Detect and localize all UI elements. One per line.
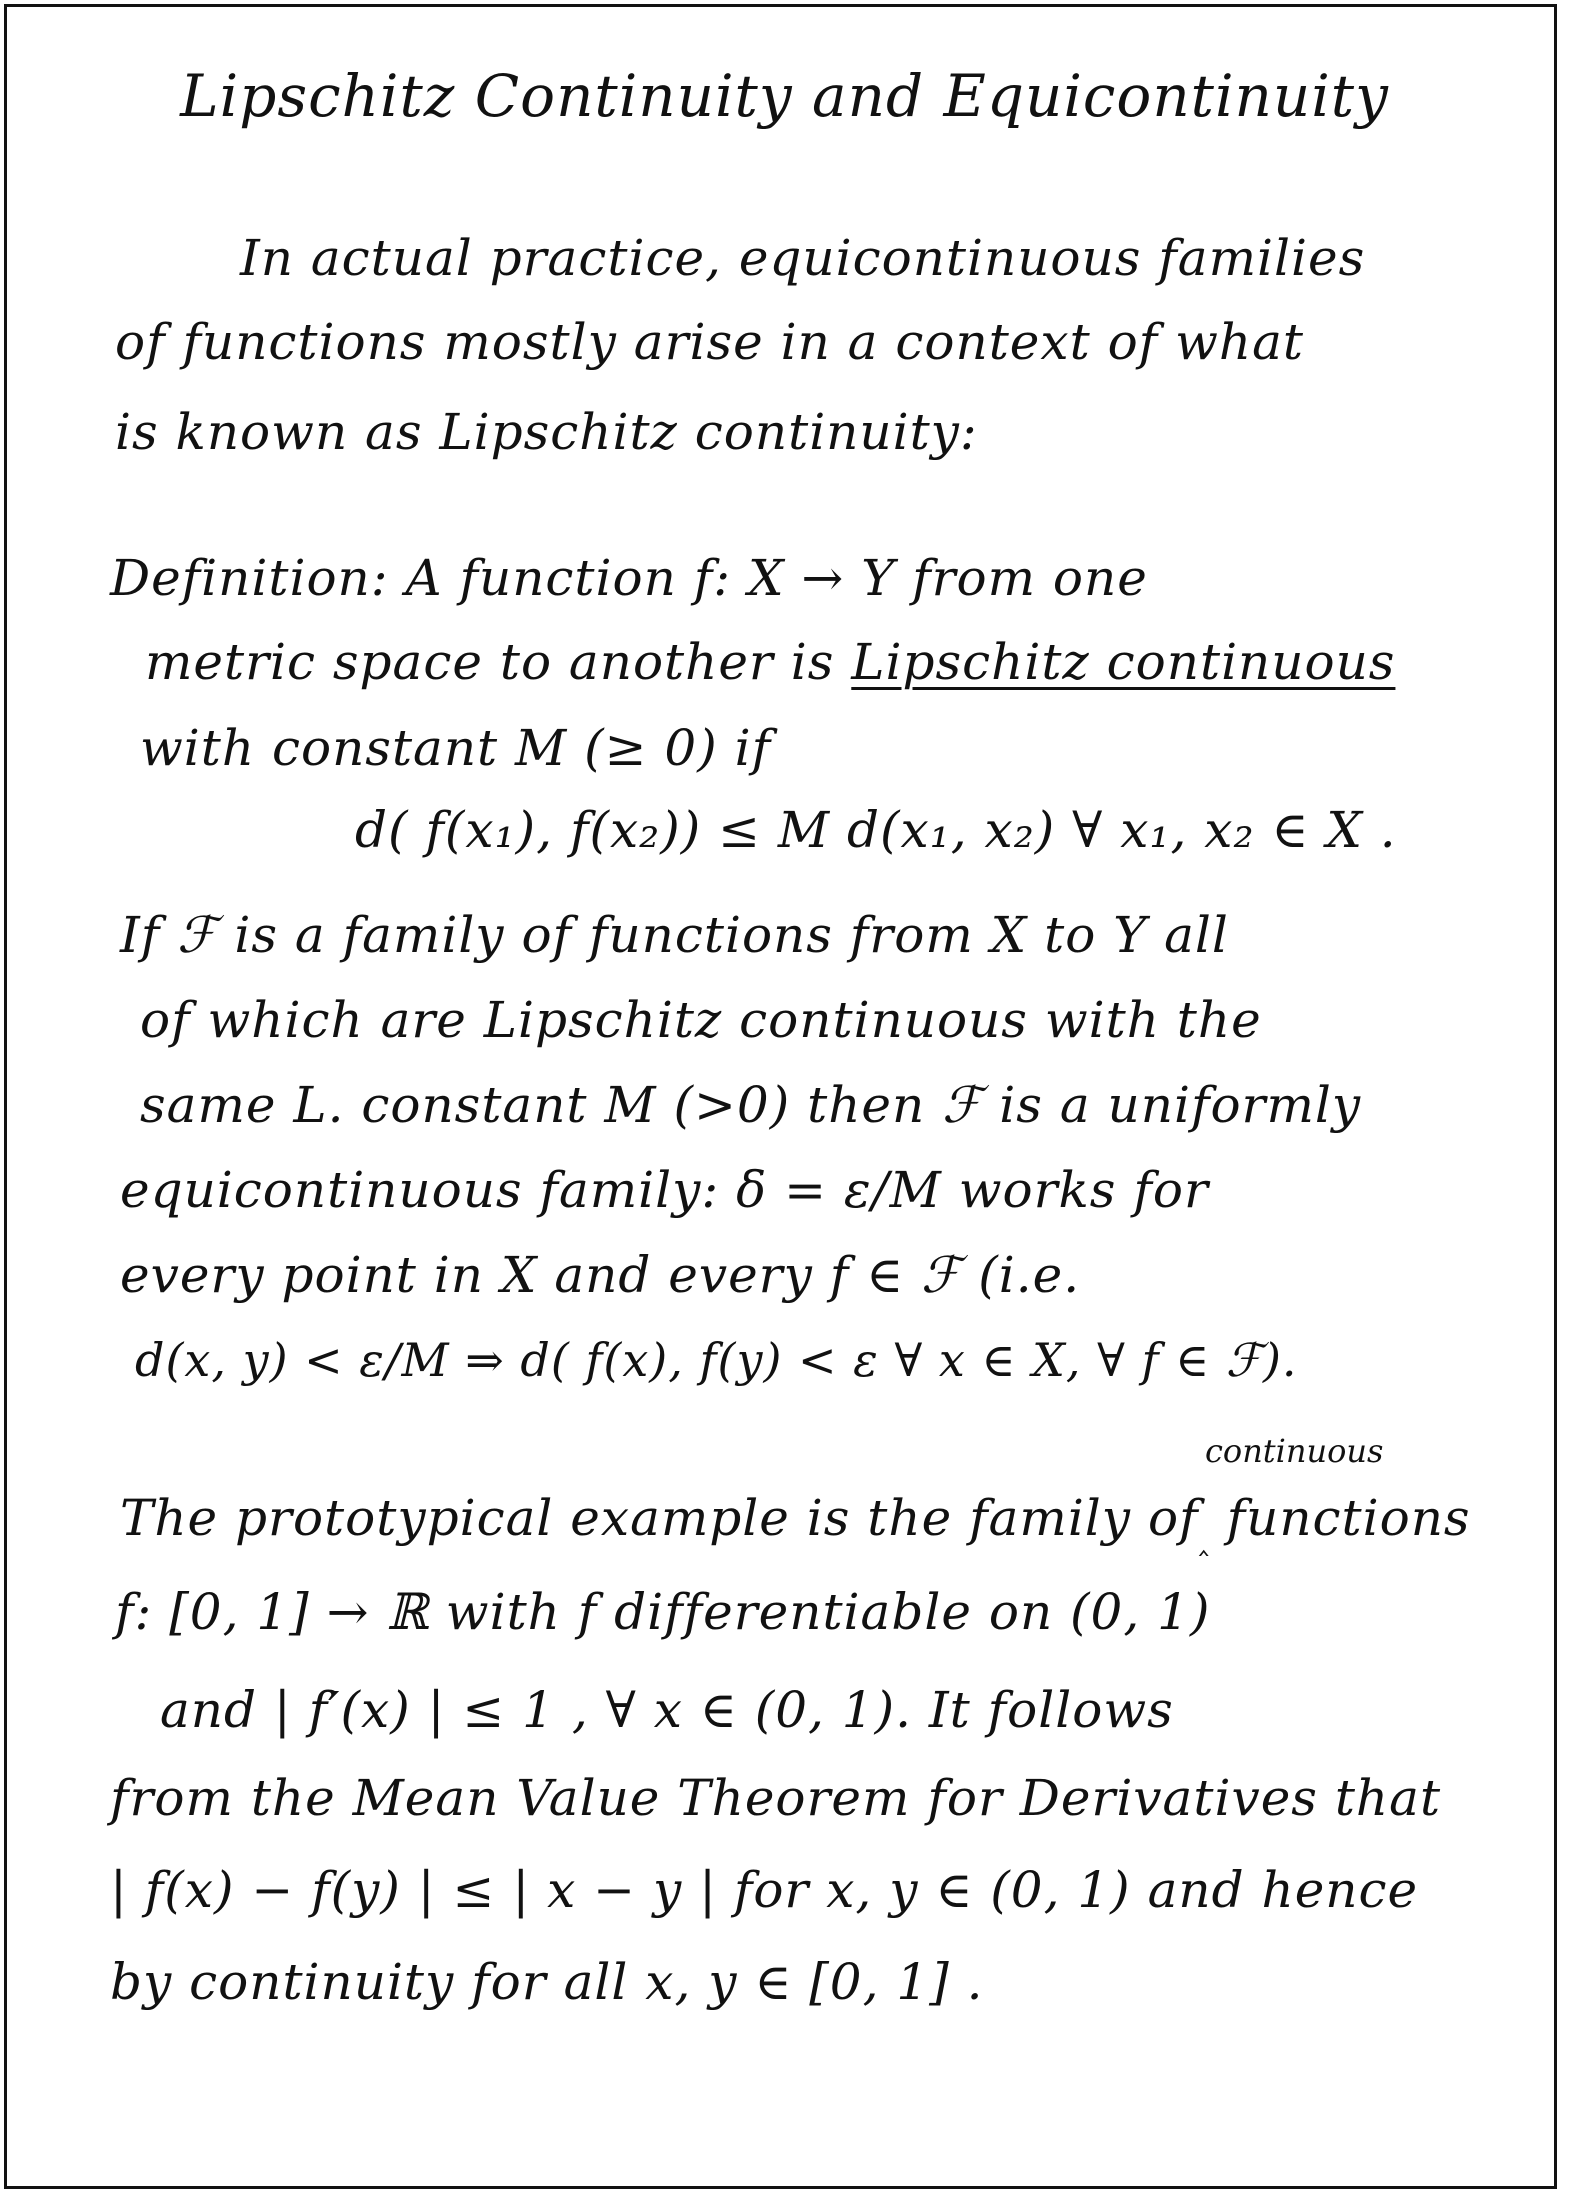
lipschitz-continuous-term: Lipschitz continuous	[851, 633, 1396, 691]
family-line-5: every point in X and every f ∈ ℱ (i.e.	[120, 1246, 1081, 1304]
page-title: Lipschitz Continuity and Equicontinuity	[180, 62, 1389, 130]
family-line-6: d(x, y) < ε/M ⇒ d( f(x), f(y) < ε ∀ x ∈ X, ∀ f ∈ ℱ).	[135, 1333, 1298, 1387]
example-line-1	[120, 1488, 1471, 1556]
definition-line-3: with constant M (≥ 0) if	[140, 719, 772, 777]
family-line-2: of which are Lipschitz continuous with the	[140, 991, 1262, 1049]
definition-line-1: Definition: A function f: X → Y from one	[110, 549, 1148, 607]
inserted-word-continuous: continuous	[1205, 1432, 1384, 1470]
family-line-4: equicontinuous family: δ = ε/M works for	[120, 1161, 1209, 1219]
example-line-3: and | f′(x) | ≤ 1 , ∀ x ∈ (0, 1). It follows	[160, 1681, 1174, 1739]
example-line-2: f: [0, 1] → ℝ with f differentiable on (0, 1)	[115, 1583, 1211, 1641]
intro-line-2: of functions mostly arise in a context of what	[115, 313, 1304, 371]
definition-formula: d( f(x₁), f(x₂)) ≤ M d(x₁, x₂) ∀ x₁, x₂ ∈ X .	[355, 801, 1397, 859]
caret-insertion-mark: ‸	[1198, 1522, 1210, 1557]
intro-line-1: In actual practice, equicontinuous families	[240, 229, 1366, 287]
family-line-3: same L. constant M (>0) then ℱ is a uniformly	[140, 1076, 1362, 1134]
example-line-1-text: The prototypical example is the family of	[120, 1489, 1199, 1547]
definition-line-2	[145, 632, 1395, 692]
definition-line-2-text: metric space to another is	[145, 633, 852, 691]
example-line-1-end: functions	[1209, 1489, 1471, 1547]
family-line-1: If ℱ is a family of functions from X to Y all	[120, 906, 1229, 964]
example-line-6: by continuity for all x, y ∈ [0, 1] .	[110, 1953, 984, 2011]
intro-line-3: is known as Lipschitz continuity:	[115, 403, 978, 461]
example-line-4: from the Mean Value Theorem for Derivatives that	[110, 1769, 1442, 1827]
example-line-5: | f(x) − f(y) | ≤ | x − y | for x, y ∈ (0, 1) and hence	[110, 1861, 1419, 1919]
